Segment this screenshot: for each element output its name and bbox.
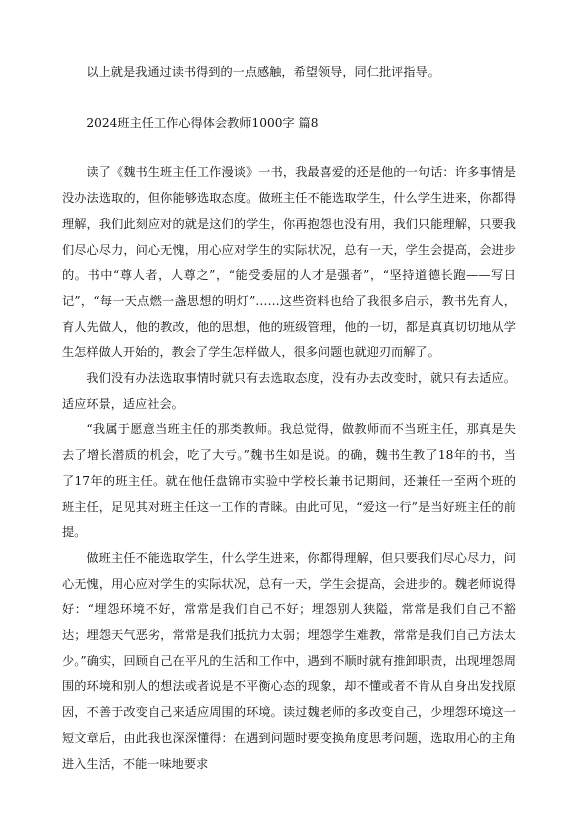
body-paragraph: 我们没有办法选取事情时就只有去选取态度，没有办去改变时，就只有去适应。适应环景，适应社会。 [62,371,516,411]
body-paragraph: 做班主任不能选取学生，什么学生进来，你都得理解，但只要我们尽心尽力，问心无愧，用心应对学生的实际状况，总有一天，学生会提高，会进步的。魏老师说得好：“埋怨环境不好，常常是我们自己不好；埋怨别人狭隘，常常是我们自己不豁达；埋怨天气恶劣，常常是我们抵抗力太弱；埋怨学生难教，常常是我们自己方法太少。”确实，回顾自己在平凡的生活和工作中，遇到不顺时就有推卸职责，出现埋怨周围的环境和别人的想法或者说是不平衡心态的现象，却不懂或者不肯从自身出发找原因，不善于改变自己来适应周围的环境。读过魏老师的多改变自己，少埋怨环境这一短文章后，由此我也深深懂得：在遇到问题时要变换角度思考问题，选取用心的主角进入生活，不能一味地要求 [62,550,516,771]
body-paragraph: “我属于愿意当班主任的那类教师。我总觉得，做教师而不当班主任，那真是失去了增长潜质的机会，吃了大亏。”魏书生如是说。的确，魏书生教了18年的书，当了17年的班主任。就在他任盘锦市实验中学校长兼书记期间，还兼任一至两个班的班主任，足见其对班主任这一工作的青睐。由此可见，“爱这一行”是当好班主任的前提。 [62,422,516,540]
body-paragraph: 读了《魏书生班主任工作漫谈》一书，我最喜爱的还是他的一句话：许多事情是没办法选取的，但你能够选取态度。做班主任不能选取学生，什么学生进来，你都得理解，我们此刻应对的就是这们的学生，你再抱怨也没有用，我们只能理解，只要我们尽心尽力，问心无愧，用心应对学生的实际状况，总有一天，学生会提高，会进步的。书中“尊人者，人尊之”，“能受委屈的人才是强者”，“坚持道德长跑——写日记”，“每一天点燃一盏思想的明灯”……这些资料也给了我很多启示，教书先育人，育人先做人，他的教改，他的思想，他的班级管理，他的一切，都是真真切切地从学生怎样做人开始的，教会了学生怎样做人，很多问题也就迎刃而解了。 [62,165,516,360]
section-heading: 2024班主任工作心得体会教师1000字 篇8 [86,115,319,130]
closing-paragraph: 以上就是我通过读书得到的一点感触，希望领导，同仁批评指导。 [86,65,440,79]
